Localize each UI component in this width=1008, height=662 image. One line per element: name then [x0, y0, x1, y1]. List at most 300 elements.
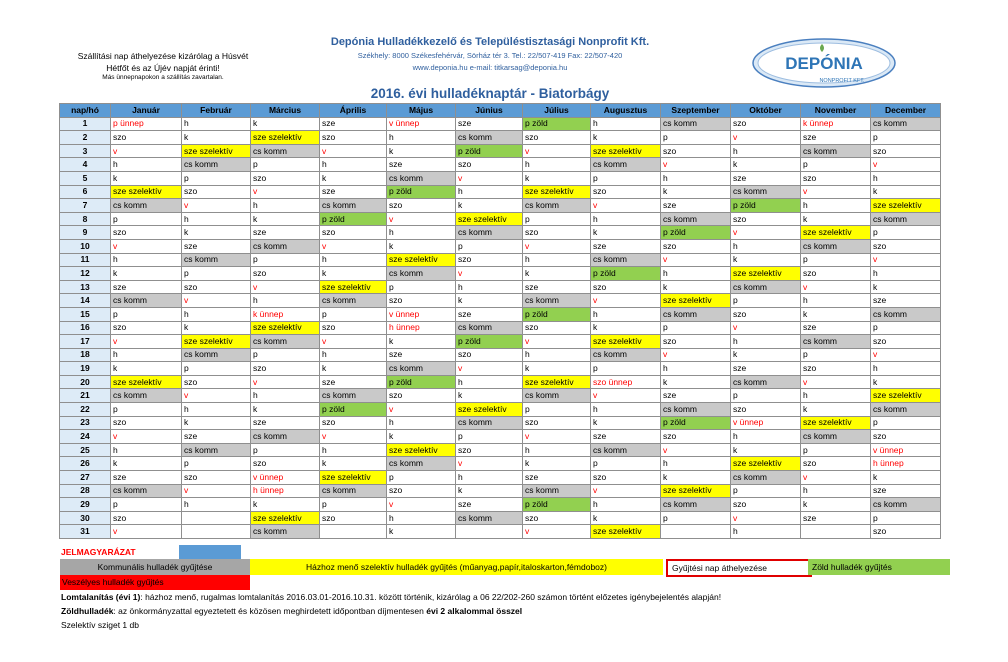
table-cell: v — [456, 267, 523, 281]
table-cell: p — [387, 280, 456, 294]
table-cell: v — [251, 375, 320, 389]
table-cell: sze szelektív — [111, 375, 182, 389]
table-cell: sze szelektív — [591, 525, 661, 539]
table-cell: h — [591, 307, 661, 321]
note-lomtalanitas — [61, 591, 721, 603]
legend-szelektiv: Házhoz menő szelektív hulladék gyűjtés (műanyag,papír,italoskarton,fémdoboz) — [250, 559, 663, 575]
table-cell: p — [591, 171, 661, 185]
table-cell: p zöld — [661, 226, 731, 240]
table-cell: v — [731, 511, 801, 525]
logo-subtext: NONPROFIT KFT. — [819, 78, 865, 84]
table-cell: v — [801, 375, 871, 389]
table-cell: p — [731, 484, 801, 498]
table-cell: szo — [801, 171, 871, 185]
table-cell: szo — [251, 171, 320, 185]
table-cell: sze — [731, 362, 801, 376]
legend-kommunalis: Kommunális hulladék gyűjtése — [60, 559, 250, 575]
month-header: Március — [251, 104, 320, 118]
table-cell: cs komm — [182, 348, 251, 362]
table-cell: p — [731, 389, 801, 403]
table-cell: v — [661, 158, 731, 172]
table-cell: sze — [591, 430, 661, 444]
table-cell: v — [591, 199, 661, 213]
table-cell: v — [801, 471, 871, 485]
table-cell: h ünnep — [251, 484, 320, 498]
day-number: 2 — [60, 131, 111, 145]
table-cell: h — [456, 280, 523, 294]
table-cell: sze — [801, 321, 871, 335]
table-cell: k — [251, 212, 320, 226]
table-row — [60, 212, 941, 226]
table-cell: p — [591, 362, 661, 376]
table-cell: p — [661, 511, 731, 525]
table-cell: szo — [871, 239, 941, 253]
table-cell: p — [661, 321, 731, 335]
table-cell: cs komm — [801, 335, 871, 349]
table-cell: sze — [591, 239, 661, 253]
table-cell: h — [731, 144, 801, 158]
table-cell: k — [387, 144, 456, 158]
table-row — [60, 199, 941, 213]
table-cell: cs komm — [251, 144, 320, 158]
table-cell: cs komm — [387, 171, 456, 185]
table-cell — [661, 525, 731, 539]
table-cell: sze — [661, 389, 731, 403]
table-cell: cs komm — [111, 199, 182, 213]
table-cell: v — [591, 484, 661, 498]
table-cell: k — [801, 498, 871, 512]
table-cell: v — [111, 239, 182, 253]
table-cell — [320, 525, 387, 539]
table-cell: p — [182, 362, 251, 376]
table-cell: cs komm — [591, 158, 661, 172]
table-cell: v — [523, 144, 591, 158]
table-cell: v — [387, 403, 456, 417]
table-cell: sze — [871, 484, 941, 498]
table-cell: cs komm — [523, 484, 591, 498]
table-cell: szo — [387, 199, 456, 213]
table-cell: sze — [801, 131, 871, 145]
table-row — [60, 457, 941, 471]
table-cell: k — [731, 348, 801, 362]
table-cell: sze szelektív — [251, 511, 320, 525]
table-cell: szo — [731, 212, 801, 226]
table-cell: k — [731, 443, 801, 457]
table-cell: p — [251, 253, 320, 267]
table-cell: szo — [731, 403, 801, 417]
table-cell: cs komm — [731, 280, 801, 294]
table-cell: p — [182, 457, 251, 471]
table-row — [60, 131, 941, 145]
table-cell: v — [182, 389, 251, 403]
table-cell: v ünnep — [387, 307, 456, 321]
table-cell: sze szelektív — [251, 321, 320, 335]
table-cell: h — [661, 362, 731, 376]
month-header: December — [871, 104, 941, 118]
table-cell: v — [523, 335, 591, 349]
table-cell: szo — [320, 321, 387, 335]
table-cell: cs komm — [871, 307, 941, 321]
table-cell: sze — [387, 158, 456, 172]
month-header: Február — [182, 104, 251, 118]
table-cell: h — [182, 117, 251, 131]
table-cell: v — [661, 253, 731, 267]
table-cell: szo — [251, 267, 320, 281]
table-cell: k — [591, 511, 661, 525]
table-cell: k — [871, 471, 941, 485]
table-cell: v — [523, 239, 591, 253]
table-cell: szo — [387, 294, 456, 308]
table-cell: szo — [871, 144, 941, 158]
table-cell: szo — [523, 511, 591, 525]
table-cell: szo — [801, 267, 871, 281]
month-header: Május — [387, 104, 456, 118]
table-cell: h — [801, 389, 871, 403]
table-cell: szo — [456, 443, 523, 457]
table-cell: p zöld — [731, 199, 801, 213]
table-cell: h — [801, 199, 871, 213]
table-cell: v — [387, 498, 456, 512]
table-cell: szo ünnep — [591, 375, 661, 389]
table-cell: szo — [182, 375, 251, 389]
corner-header: nap/hó — [60, 104, 111, 118]
table-cell: sze — [111, 280, 182, 294]
table-cell: h — [523, 348, 591, 362]
table-cell: v ünnep — [251, 471, 320, 485]
table-cell: k — [320, 457, 387, 471]
table-cell: cs komm — [387, 362, 456, 376]
table-cell: cs komm — [251, 430, 320, 444]
calendar-table — [59, 103, 941, 539]
table-cell: sze szelektív — [661, 484, 731, 498]
table-cell: h — [182, 498, 251, 512]
day-number: 7 — [60, 199, 111, 213]
month-header: Július — [523, 104, 591, 118]
company-address: Székhely: 8000 Székesfehérvár, Sörház tér 3. Tel.: 22/507-419 Fax: 22/507-420 — [357, 51, 623, 60]
table-cell: sze — [320, 375, 387, 389]
table-cell: cs komm — [591, 348, 661, 362]
table-cell: k — [182, 416, 251, 430]
legend-title-swatch — [179, 545, 241, 559]
day-number: 13 — [60, 280, 111, 294]
table-cell: cs komm — [871, 212, 941, 226]
table-row — [60, 239, 941, 253]
table-cell: szo — [523, 226, 591, 240]
table-cell: p — [871, 131, 941, 145]
notice-line-1: Szállítási nap áthelyezése kizárólag a Húsvét — [77, 51, 249, 61]
day-number: 31 — [60, 525, 111, 539]
table-cell: h — [251, 389, 320, 403]
table-cell: k — [456, 199, 523, 213]
day-number: 5 — [60, 171, 111, 185]
table-cell: v — [523, 525, 591, 539]
table-cell: v — [801, 185, 871, 199]
table-cell: v — [661, 443, 731, 457]
note-zold-label: Zöldhulladék — [61, 606, 114, 616]
table-cell: h — [591, 117, 661, 131]
table-cell: h — [731, 239, 801, 253]
table-row — [60, 511, 941, 525]
table-cell: cs komm — [871, 403, 941, 417]
note-lomtalanitas-text: : házhoz menő, rugalmas lomtalanítás 2016.03.01-2016.10.31. között történik, kizárólag a 06 22/202-260 számon történt előzetes igénybejelentés alapján! — [140, 592, 722, 602]
table-cell: v — [731, 226, 801, 240]
table-cell: v — [731, 321, 801, 335]
table-cell: szo — [591, 280, 661, 294]
table-row — [60, 185, 941, 199]
table-row — [60, 144, 941, 158]
table-cell: sze — [387, 348, 456, 362]
table-cell: h — [801, 294, 871, 308]
table-cell: v ünnep — [871, 443, 941, 457]
day-number: 19 — [60, 362, 111, 376]
table-row — [60, 443, 941, 457]
table-cell: k — [591, 226, 661, 240]
table-cell: sze szelektív — [731, 267, 801, 281]
page-title: 2016. évi hulladéknaptár - Biatorbágy — [370, 86, 610, 101]
table-cell: v — [871, 348, 941, 362]
table-cell: k — [387, 525, 456, 539]
table-cell: p — [801, 348, 871, 362]
day-number: 26 — [60, 457, 111, 471]
table-cell: p zöld — [456, 335, 523, 349]
table-cell: h — [251, 199, 320, 213]
table-cell: h — [591, 498, 661, 512]
table-cell: sze szelektív — [661, 294, 731, 308]
table-cell: cs komm — [661, 307, 731, 321]
table-cell: h — [731, 335, 801, 349]
table-cell: p — [591, 457, 661, 471]
table-cell: v — [182, 199, 251, 213]
table-row — [60, 375, 941, 389]
table-cell: k — [523, 171, 591, 185]
table-cell: cs komm — [111, 294, 182, 308]
table-row — [60, 321, 941, 335]
table-cell: k — [871, 185, 941, 199]
table-cell: k — [320, 362, 387, 376]
table-cell: p zöld — [661, 416, 731, 430]
table-cell: k — [731, 253, 801, 267]
table-cell: v — [523, 430, 591, 444]
table-cell: cs komm — [731, 471, 801, 485]
table-cell: p zöld — [523, 498, 591, 512]
table-cell: p zöld — [523, 117, 591, 131]
table-cell: sze szelektív — [387, 443, 456, 457]
legend-zold: Zöld hulladék gyűjtés — [808, 559, 950, 575]
table-cell: cs komm — [456, 321, 523, 335]
day-number: 12 — [60, 267, 111, 281]
table-cell: szo — [111, 416, 182, 430]
table-cell: k — [591, 131, 661, 145]
table-cell: sze — [456, 307, 523, 321]
table-row — [60, 294, 941, 308]
table-cell: cs komm — [591, 253, 661, 267]
table-row — [60, 525, 941, 539]
table-cell: v — [661, 348, 731, 362]
month-header: Június — [456, 104, 523, 118]
table-cell: h — [387, 511, 456, 525]
table-cell: k — [182, 226, 251, 240]
month-header: Január — [111, 104, 182, 118]
table-cell: szo — [111, 226, 182, 240]
table-cell: p — [801, 443, 871, 457]
table-cell: v — [251, 185, 320, 199]
table-row — [60, 389, 941, 403]
table-cell: h — [871, 362, 941, 376]
table-cell: szo — [871, 430, 941, 444]
table-cell: cs komm — [456, 131, 523, 145]
day-number: 4 — [60, 158, 111, 172]
table-cell: p — [111, 212, 182, 226]
table-cell: h — [871, 171, 941, 185]
table-cell: cs komm — [182, 253, 251, 267]
company-name: Depónia Hulladékkezelő és Településtisztasági Nonprofit Kft. — [330, 36, 650, 48]
table-cell: h ünnep — [871, 457, 941, 471]
table-cell: cs komm — [182, 158, 251, 172]
table-cell: szo — [661, 430, 731, 444]
table-cell: p zöld — [320, 403, 387, 417]
day-number: 17 — [60, 335, 111, 349]
table-cell: cs komm — [801, 239, 871, 253]
table-cell: p — [387, 471, 456, 485]
note-zold-bold: évi 2 alkalommal összel — [426, 606, 523, 616]
table-row — [60, 416, 941, 430]
table-cell: v — [731, 131, 801, 145]
day-number: 9 — [60, 226, 111, 240]
table-cell: k — [111, 457, 182, 471]
day-number: 27 — [60, 471, 111, 485]
table-cell: sze szelektív — [456, 403, 523, 417]
table-cell: cs komm — [731, 375, 801, 389]
table-cell: p — [801, 158, 871, 172]
table-cell: k — [387, 335, 456, 349]
table-cell: h — [387, 131, 456, 145]
table-cell: k — [661, 185, 731, 199]
month-header-row — [60, 104, 941, 118]
table-cell: p zöld — [387, 375, 456, 389]
table-cell: szo — [320, 511, 387, 525]
table-cell: cs komm — [871, 498, 941, 512]
table-cell: k — [387, 239, 456, 253]
table-cell: v — [320, 144, 387, 158]
table-row — [60, 307, 941, 321]
table-cell: p — [111, 498, 182, 512]
legend-athelyezes: Gyűjtési nap áthelyezése — [666, 559, 812, 577]
table-cell: v — [182, 294, 251, 308]
table-cell: szo — [801, 457, 871, 471]
table-cell: sze szelektív — [591, 144, 661, 158]
day-number: 8 — [60, 212, 111, 226]
day-number: 25 — [60, 443, 111, 457]
table-cell: szo — [111, 131, 182, 145]
table-cell: v ünnep — [387, 117, 456, 131]
table-row — [60, 430, 941, 444]
table-cell: p — [111, 307, 182, 321]
table-cell: k — [251, 403, 320, 417]
table-cell: szo — [387, 484, 456, 498]
table-cell: h — [456, 375, 523, 389]
table-cell: k — [182, 131, 251, 145]
table-cell — [182, 525, 251, 539]
table-cell: szo — [591, 471, 661, 485]
table-cell: k ünnep — [801, 117, 871, 131]
table-cell: szo — [523, 131, 591, 145]
table-cell: h — [731, 430, 801, 444]
table-cell: szo — [523, 416, 591, 430]
table-cell: h — [871, 267, 941, 281]
table-cell: h — [591, 403, 661, 417]
table-cell: v — [871, 253, 941, 267]
legend-title — [61, 545, 181, 559]
table-cell: p — [111, 403, 182, 417]
table-row — [60, 362, 941, 376]
table-cell: sze szelektív — [387, 253, 456, 267]
table-cell: k — [111, 171, 182, 185]
table-cell: p — [182, 171, 251, 185]
table-cell: k — [523, 267, 591, 281]
table-row — [60, 403, 941, 417]
note-zold-text: : az önkormányzattal egyeztetett és közösen meghirdetett időpontban díjmentesen — [113, 606, 427, 616]
day-number: 30 — [60, 511, 111, 525]
table-cell: cs komm — [456, 416, 523, 430]
table-cell: k — [456, 389, 523, 403]
day-number: 23 — [60, 416, 111, 430]
table-cell: k ünnep — [251, 307, 320, 321]
table-cell: szo — [182, 471, 251, 485]
table-cell: v — [456, 457, 523, 471]
table-cell: p zöld — [387, 185, 456, 199]
table-cell: cs komm — [387, 267, 456, 281]
table-cell: szo — [591, 185, 661, 199]
table-cell: v — [111, 430, 182, 444]
table-cell: cs komm — [591, 443, 661, 457]
table-cell: h — [387, 226, 456, 240]
table-cell: v — [591, 389, 661, 403]
table-cell: v — [111, 335, 182, 349]
table-cell: cs komm — [801, 144, 871, 158]
table-row — [60, 226, 941, 240]
company-web: www.deponia.hu e-mail: titkarsag@deponia.hu — [412, 63, 568, 72]
table-row — [60, 348, 941, 362]
table-cell: p zöld — [591, 267, 661, 281]
table-cell: v — [591, 294, 661, 308]
table-cell: p — [523, 403, 591, 417]
table-cell: k — [661, 375, 731, 389]
table-cell: p — [731, 294, 801, 308]
table-cell: sze szelektív — [320, 280, 387, 294]
table-cell: h — [182, 212, 251, 226]
table-cell: h — [251, 294, 320, 308]
day-number: 18 — [60, 348, 111, 362]
day-number: 11 — [60, 253, 111, 267]
month-header: November — [801, 104, 871, 118]
table-cell: sze szelektív — [871, 199, 941, 213]
table-cell: sze szelektív — [182, 144, 251, 158]
table-row — [60, 280, 941, 294]
table-cell: p — [523, 212, 591, 226]
logo-text: DEPÓNIA — [785, 54, 863, 73]
table-cell: h — [661, 267, 731, 281]
table-cell: sze szelektív — [731, 457, 801, 471]
table-cell: v — [456, 362, 523, 376]
table-cell: szo — [320, 226, 387, 240]
table-cell: k — [111, 267, 182, 281]
table-cell: k — [731, 158, 801, 172]
table-cell: k — [523, 362, 591, 376]
table-cell: h — [111, 253, 182, 267]
table-row — [60, 158, 941, 172]
table-cell: h — [661, 171, 731, 185]
table-cell: sze — [320, 117, 387, 131]
